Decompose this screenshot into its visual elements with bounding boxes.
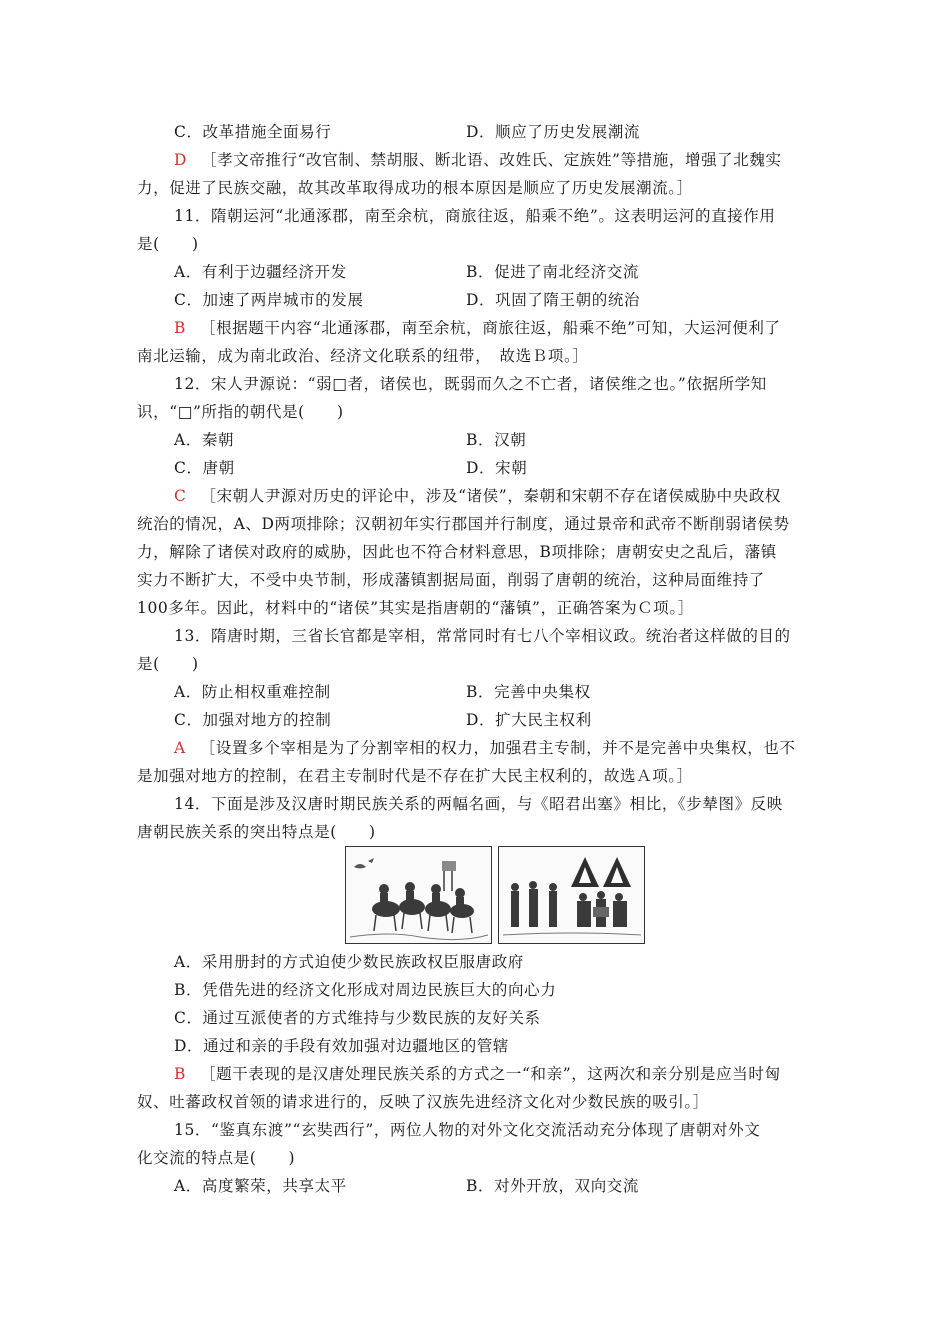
q14-option-c: C．通过互派使者的方式维持与少数民族的友好关系: [174, 1009, 541, 1027]
q12-explanation-cont-1: 统治的情况，A、D两项排除；汉朝初年实行郡国并行制度，通过景帝和武帝不断削弱诸侯势: [137, 515, 790, 533]
q14-paintings-figure: [345, 846, 645, 942]
q14-stem: 14．下面是涉及汉唐时期民族关系的两幅名画，与《昭君出塞》相比，《步辇图》反映: [174, 795, 783, 813]
q13-option-b: B．完善中央集权: [466, 683, 591, 701]
painting-bunian-tu: [498, 846, 645, 944]
q14-option-d: D．通过和亲的手段有效加强对边疆地区的管辖: [174, 1037, 510, 1055]
palanquin-court-illustration: [499, 847, 644, 943]
q11-answer: B: [174, 319, 186, 337]
q14-explanation: [174, 1060, 817, 1088]
q14-stem-cont: 唐朝民族关系的突出特点是( ): [137, 823, 376, 841]
q14-explanation-cont: 奴、吐蕃政权首领的请求进行的，反映了汉族先进经济文化对少数民族的吸引。］: [137, 1093, 709, 1111]
q10-option-d: D．顺应了历史发展潮流: [466, 123, 641, 141]
q11-option-d: D．巩固了隋王朝的统治: [466, 291, 641, 309]
q13-option-c: C．加强对地方的控制: [174, 711, 332, 729]
q14-explanation-text: ［题干表现的是汉唐处理民族关系的方式之一“和亲”，这两次和亲分别是应当时匈: [200, 1065, 781, 1083]
q12-explanation-cont-2: 力，解除了诸侯对政府的威胁，因此也不符合材料意思，B项排除；唐朝安史之乱后，藩镇: [137, 543, 777, 561]
q13-explanation-cont: 是加强对地方的控制，在君主专制时代是不存在扩大民主权利的，故选Ａ项。］: [137, 767, 693, 785]
q12-explanation-text: ［宋朝人尹源对历史的评论中，涉及“诸侯”，秦朝和宋朝不存在诸侯威胁中央政权: [200, 487, 782, 505]
q11-option-b: B．促进了南北经济交流: [466, 263, 639, 281]
q11-explanation-cont: 南北运输，成为南北政治、经济文化联系的纽带， 故选Ｂ项。］: [137, 347, 589, 365]
q11-option-c: C．加速了两岸城市的发展: [174, 291, 364, 309]
q12-option-d: D．宋朝: [466, 459, 528, 477]
q12-explanation: [174, 482, 817, 510]
q11-explanation-text: ［根据题干内容“北通涿郡，南至余杭，商旅往返，船乘不绝”可知，大运河便利了: [200, 319, 781, 337]
q13-explanation-text: ［设置多个宰相是为了分割宰相的权力，加强君主专制，并不是完善中央集权，也不: [199, 739, 796, 757]
q12-option-a: A．秦朝: [174, 431, 235, 449]
q15-option-a: A．高度繁荣，共享太平: [174, 1177, 347, 1195]
q15-stem-cont: 化交流的特点是( ): [137, 1149, 296, 1167]
q13-option-d: D．扩大民主权利: [466, 711, 592, 729]
q13-answer: A: [174, 739, 186, 757]
q12-answer: C: [174, 487, 187, 505]
q13-stem: 13．隋唐时期，三省长官都是宰相，常常同时有七八个宰相议政。统治者这样做的目的: [174, 627, 791, 645]
q10-answer: D: [174, 151, 188, 169]
q12-stem: 12．宋人尹源说：“弱□者，诸侯也，既弱而久之不亡者，诸侯维之也。”依据所学知: [174, 375, 767, 393]
q12-stem-cont: 识，“□”所指的朝代是( ): [137, 403, 344, 421]
q15-option-b: B．对外开放，双向交流: [466, 1177, 639, 1195]
q12-explanation-cont-4: 100多年。因此，材料中的“诸侯”其实是指唐朝的“藩镇”，正确答案为Ｃ项。］: [137, 599, 694, 617]
q13-option-a: A．防止相权重难控制: [174, 683, 331, 701]
q10-explanation-text: ［孝文帝推行“改官制、禁胡服、断北语、改姓氏、定族姓”等措施，增强了北魏实: [201, 151, 782, 169]
q14-answer: B: [174, 1065, 186, 1083]
q15-stem: 15．“鉴真东渡”“玄奘西行”，两位人物的对外文化交流活动充分体现了唐朝对外文: [174, 1121, 761, 1139]
q11-option-a: A．有利于边疆经济开发: [174, 263, 347, 281]
q14-option-a: A．采用册封的方式迫使少数民族政权臣服唐政府: [174, 953, 524, 971]
q10-option-c: C．改革措施全面易行: [174, 123, 332, 141]
q11-stem-cont: 是( ): [137, 235, 199, 253]
q12-option-c: C．唐朝: [174, 459, 235, 477]
q10-explanation: [174, 146, 817, 174]
q12-explanation-cont-3: 实力不断扩大，不受中央节制，形成藩镇割据局面，削弱了唐朝的统治，这种局面维持了: [137, 571, 765, 589]
q13-explanation: [174, 734, 817, 762]
q13-stem-cont: 是( ): [137, 655, 199, 673]
q11-explanation: [174, 314, 817, 342]
q12-option-b: B．汉朝: [466, 431, 527, 449]
q11-stem: 11．隋朝运河“北通涿郡，南至余杭，商旅往返，船乘不绝”。这表明运河的直接作用: [174, 207, 776, 225]
painting-zhaojun-chusai: [345, 846, 492, 944]
horse-procession-illustration: [346, 847, 491, 943]
q14-option-b: B．凭借先进的经济文化形成对周边民族巨大的向心力: [174, 981, 557, 999]
q10-explanation-cont: 力，促进了民族交融，故其改革取得成功的根本原因是顺应了历史发展潮流。］: [137, 179, 693, 197]
